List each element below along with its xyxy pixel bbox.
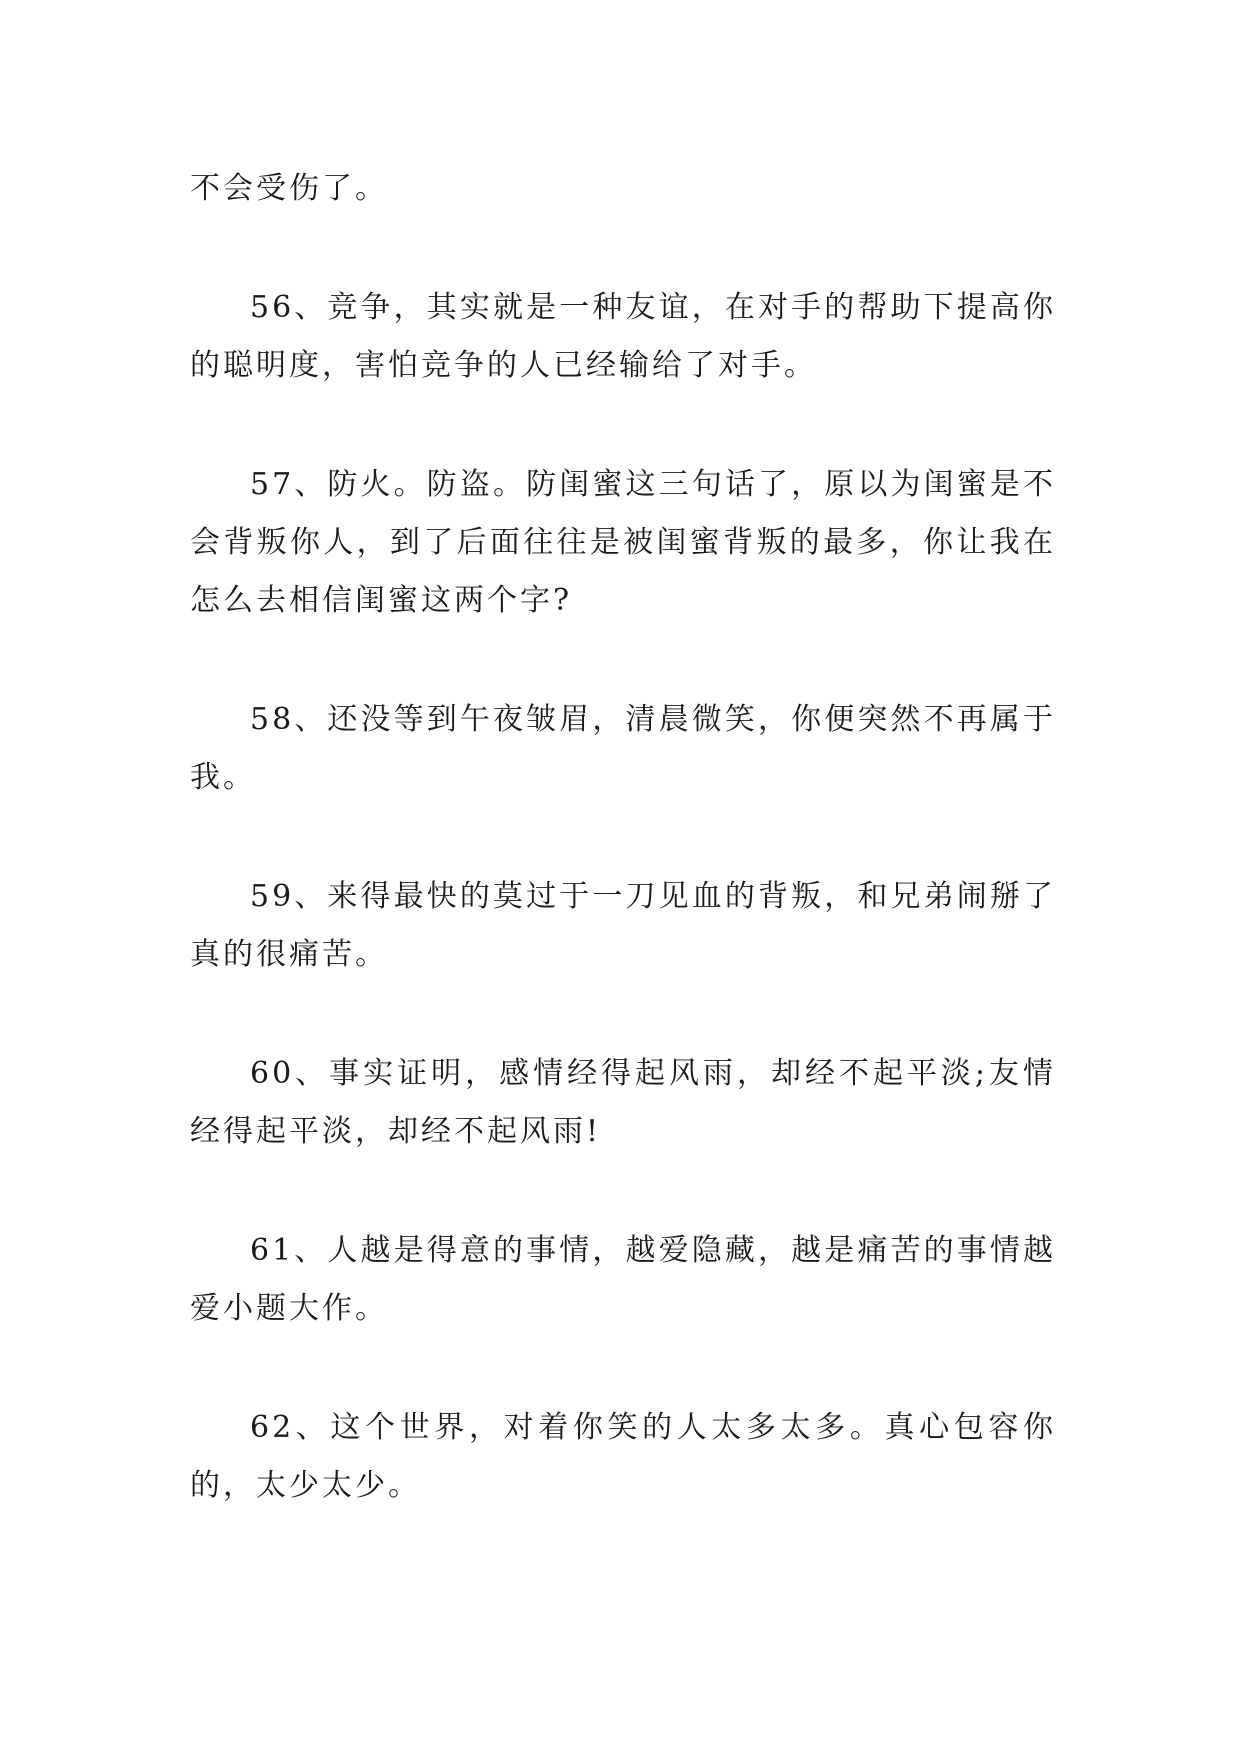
document-body — [190, 160, 1056, 1576]
paragraph-continuation: 不会受伤了。 — [190, 171, 388, 206]
paragraph-58: 58、还没等到午夜皱眉，清晨微笑，你便突然不再属于我。 — [190, 702, 1056, 795]
paragraph-56: 56、竞争，其实就是一种友谊，在对手的帮助下提高你的聪明度，害怕竞争的人已经输给了对手。 — [190, 290, 1056, 383]
paragraph-59: 59、来得最快的莫过于一刀见血的背叛，和兄弟闹掰了真的很痛苦。 — [190, 879, 1056, 972]
paragraph-57: 57、防火。防盗。防闺蜜这三句话了，原以为闺蜜是不会背叛你人，到了后面往往是被闺蜜背叛的最多，你让我在怎么去相信闺蜜这两个字? — [190, 467, 1056, 618]
paragraph-61: 61、人越是得意的事情，越爱隐藏，越是痛苦的事情越爱小题大作。 — [190, 1233, 1056, 1326]
paragraph-62: 62、这个世界，对着你笑的人太多太多。真心包容你的，太少太少。 — [190, 1410, 1056, 1503]
paragraph-60: 60、事实证明，感情经得起风雨，却经不起平淡;友情经得起平淡，却经不起风雨! — [190, 1056, 1056, 1149]
